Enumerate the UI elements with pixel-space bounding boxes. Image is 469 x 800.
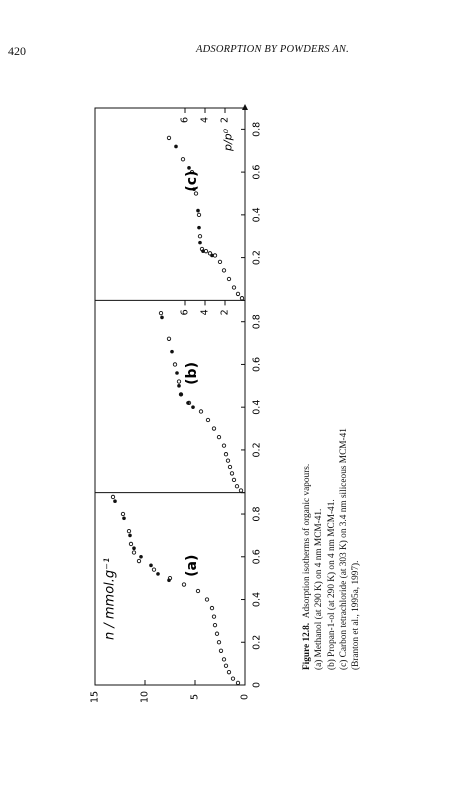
y-tick-label: 0 bbox=[239, 693, 251, 701]
x-tick-label: 0.2 bbox=[251, 442, 263, 458]
adsorption-point bbox=[231, 677, 234, 680]
adsorption-point bbox=[239, 489, 242, 492]
y-tick-label: 10 bbox=[139, 690, 151, 704]
adsorption-point bbox=[173, 363, 176, 366]
adsorption-point bbox=[213, 623, 216, 626]
desorption-point bbox=[139, 555, 143, 559]
desorption-point bbox=[201, 249, 205, 253]
x-tick-label: 0.6 bbox=[251, 356, 263, 372]
desorption-point bbox=[113, 499, 117, 503]
n-tick-label: 2 bbox=[219, 116, 231, 124]
caption-line: (b) Propan-1-ol (at 290 K) on 4 nm MCM-41. bbox=[326, 499, 337, 670]
adsorption-point bbox=[167, 136, 170, 139]
n-tick-label: 6 bbox=[179, 116, 191, 124]
data-points bbox=[111, 136, 243, 684]
x-tick-label: 0.4 bbox=[251, 399, 263, 415]
n-tick-label: 6 bbox=[179, 309, 191, 316]
n-tick-label: 4 bbox=[199, 116, 211, 124]
caption-title: Adsorption isotherms of organic vapours. bbox=[302, 463, 312, 619]
x-tick-label: 0.4 bbox=[251, 591, 263, 608]
adsorption-point bbox=[197, 213, 200, 216]
adsorption-point bbox=[236, 292, 239, 295]
adsorption-point bbox=[227, 670, 230, 673]
adsorption-point bbox=[240, 296, 243, 299]
caption-line: (Branton et al., 1995a, 1997). bbox=[351, 560, 362, 670]
desorption-point bbox=[170, 350, 174, 354]
x-tick-label: 0.2 bbox=[251, 634, 263, 650]
x-tick-label: 0.8 bbox=[251, 506, 263, 522]
adsorption-point bbox=[230, 472, 233, 475]
adsorption-point bbox=[199, 410, 202, 413]
adsorption-point bbox=[182, 583, 185, 586]
adsorption-point bbox=[215, 632, 218, 635]
n-tick-label: 4 bbox=[199, 309, 211, 316]
desorption-point bbox=[177, 384, 181, 388]
desorption-point bbox=[156, 572, 160, 576]
adsorption-point bbox=[198, 235, 201, 238]
x-tick-label: 0.6 bbox=[251, 164, 263, 180]
desorption-point bbox=[196, 209, 200, 213]
adsorption-point bbox=[224, 453, 227, 456]
desorption-point bbox=[122, 517, 126, 521]
adsorption-point bbox=[219, 649, 222, 652]
desorption-point bbox=[191, 405, 195, 409]
adsorption-point bbox=[205, 598, 208, 601]
adsorption-point bbox=[217, 641, 220, 644]
desorption-point bbox=[174, 145, 178, 149]
adsorption-point bbox=[210, 606, 213, 609]
x-tick-label: 0.8 bbox=[251, 314, 263, 330]
caption-line: (c) Carbon tetrachloride (at 303 K) on 3.4 nm siliceous MCM-41 bbox=[338, 428, 349, 670]
adsorption-point bbox=[206, 418, 209, 421]
x-tick-label: 0.2 bbox=[251, 250, 263, 266]
y-tick-label: 15 bbox=[89, 690, 101, 704]
panel-label: (c) bbox=[184, 170, 200, 192]
adsorption-point bbox=[222, 444, 225, 447]
adsorption-point bbox=[224, 664, 227, 667]
desorption-point bbox=[198, 241, 202, 245]
figure-caption bbox=[301, 250, 362, 670]
desorption-point bbox=[186, 401, 190, 405]
adsorption-point bbox=[228, 465, 231, 468]
x-tick-label: 0.8 bbox=[251, 121, 263, 137]
x-axis-label: p/p⁰ bbox=[221, 128, 235, 152]
desorption-point bbox=[128, 534, 132, 538]
desorption-point bbox=[187, 166, 191, 170]
x-tick-label: 0.6 bbox=[251, 549, 263, 565]
adsorption-point bbox=[181, 158, 184, 161]
x-tick-label: 0 bbox=[251, 681, 263, 689]
adsorption-point bbox=[235, 485, 238, 488]
panel-label: (b) bbox=[184, 362, 200, 385]
adsorption-point bbox=[152, 568, 155, 571]
page-number: 420 bbox=[8, 44, 26, 58]
desorption-point bbox=[210, 254, 214, 258]
desorption-point bbox=[149, 564, 153, 568]
axis-labels bbox=[103, 128, 235, 640]
adsorption-point bbox=[204, 249, 207, 252]
adsorption-point bbox=[222, 658, 225, 661]
adsorption-point bbox=[177, 380, 180, 383]
adsorption-point bbox=[212, 615, 215, 618]
desorption-point bbox=[132, 546, 136, 550]
adsorption-point bbox=[218, 260, 221, 263]
axis-arrow bbox=[242, 104, 248, 110]
desorption-point bbox=[179, 393, 183, 397]
adsorption-point bbox=[232, 478, 235, 481]
x-tick-label: 0.4 bbox=[251, 207, 263, 223]
caption-line: (a) Methanol (at 290 K) on 4 nm MCM-41. bbox=[314, 508, 325, 670]
panel-label: (a) bbox=[184, 554, 200, 577]
n-tick-label: 2 bbox=[219, 309, 231, 316]
adsorption-point bbox=[111, 495, 114, 498]
figure-frame bbox=[95, 104, 248, 685]
adsorption-point bbox=[213, 254, 216, 257]
adsorption-point bbox=[132, 551, 135, 554]
y-tick-label: 5 bbox=[189, 693, 201, 701]
adsorption-point bbox=[217, 435, 220, 438]
adsorption-point bbox=[212, 427, 215, 430]
desorption-point bbox=[175, 371, 179, 375]
running-head: ADSORPTION BY POWDERS AN. bbox=[196, 44, 349, 55]
adsorption-point bbox=[167, 337, 170, 340]
desorption-point bbox=[197, 226, 201, 230]
adsorption-point bbox=[129, 542, 132, 545]
adsorption-point bbox=[121, 512, 124, 515]
y-axis-label: n / mmol.g⁻¹ bbox=[102, 557, 118, 640]
adsorption-point bbox=[196, 589, 199, 592]
plot-frame bbox=[95, 108, 245, 685]
adsorption-point bbox=[236, 681, 239, 684]
adsorption-point bbox=[226, 459, 229, 462]
adsorption-point bbox=[232, 286, 235, 289]
adsorption-point bbox=[137, 559, 140, 562]
adsorption-point bbox=[159, 311, 162, 314]
adsorption-point bbox=[127, 529, 130, 532]
adsorption-point bbox=[227, 277, 230, 280]
desorption-point bbox=[160, 316, 164, 320]
adsorption-point bbox=[222, 269, 225, 272]
caption-figure-label: Figure 12.8. bbox=[302, 622, 312, 670]
desorption-point bbox=[167, 578, 171, 582]
